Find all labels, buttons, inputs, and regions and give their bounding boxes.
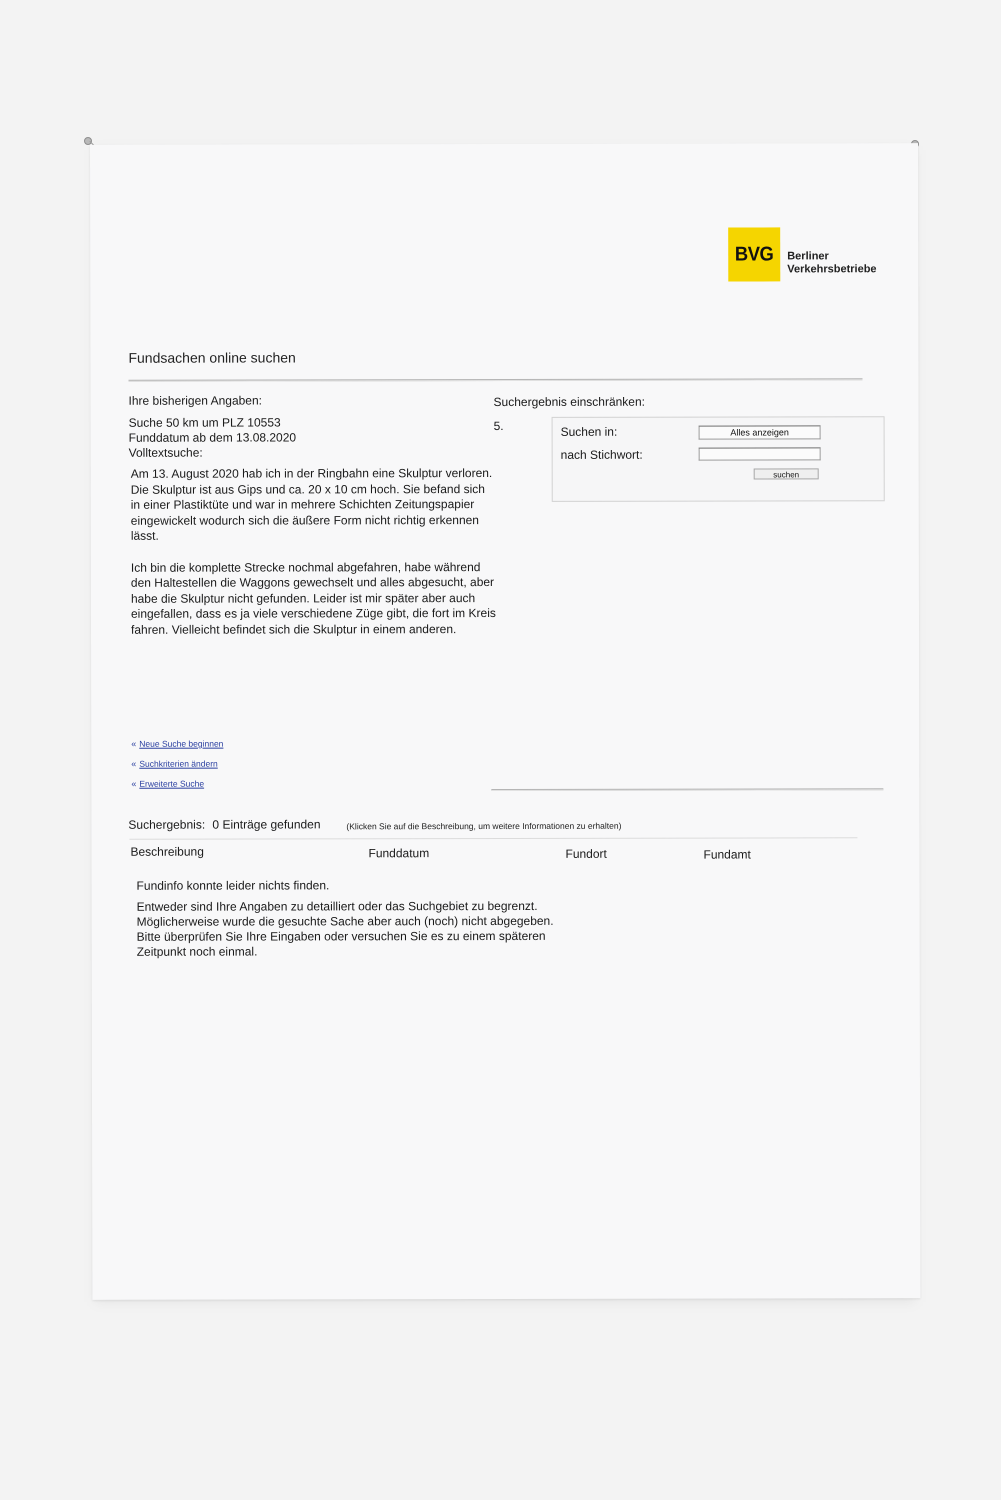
keyword-label: nach Stichwort: bbox=[560, 447, 643, 462]
column-header-location[interactable]: Fundort bbox=[565, 846, 607, 861]
empty-results-line: Möglicherweise wurde die gesuchte Sache aber auch (noch) nicht abgegeben. bbox=[136, 913, 554, 929]
advanced-search-link-label[interactable]: Erweiterte Suche bbox=[139, 778, 205, 789]
results-header-divider bbox=[129, 837, 857, 840]
step-number: 5. bbox=[493, 419, 504, 434]
empty-results-line: Zeitpunkt noch einmal. bbox=[136, 944, 258, 959]
column-header-office[interactable]: Fundamt bbox=[703, 847, 751, 862]
double-chevron-left-icon: « bbox=[131, 778, 137, 789]
logo-line-2: Verkehrsbetriebe bbox=[787, 263, 877, 276]
new-search-link-label[interactable]: Neue Suche beginnen bbox=[139, 738, 224, 749]
title-divider bbox=[128, 378, 862, 382]
column-header-description[interactable]: Beschreibung bbox=[130, 844, 204, 859]
fulltext-query bbox=[131, 466, 496, 654]
empty-results-line: Entweder sind Ihre Angaben zu detailliert oder das Suchgebiet zu begrenzt. bbox=[136, 898, 538, 914]
search-in-select[interactable]: Alles anzeigen bbox=[699, 425, 821, 439]
summary-radius: Suche 50 km um PLZ 10553 bbox=[128, 415, 281, 430]
empty-results-message bbox=[137, 899, 577, 960]
bvg-logo-wordmark bbox=[787, 250, 876, 276]
summary-fulltext-label: Volltextsuche: bbox=[128, 445, 203, 460]
empty-results-title: Fundinfo konnte leider nichts finden. bbox=[136, 878, 330, 893]
bvg-logo-mark: BVG bbox=[734, 242, 774, 266]
results-divider bbox=[491, 788, 883, 791]
results-label: Suchergebnis: bbox=[128, 817, 206, 832]
summary-date: Funddatum ab dem 13.08.2020 bbox=[128, 430, 297, 445]
bvg-logo bbox=[728, 227, 780, 281]
fulltext-paragraph: Ich bin die komplette Strecke nochmal abgefahren, habe während den Haltestellen die Waggons gewechselt und alles abgesucht, aber habe die Skulptur nicht gefunden. Leider ist mir später aber auch eingefallen, dass es ja viele verschiedene Züge gibt, die fort im Kreis fahren. Vielleicht befindet sich die Skulptur in einem anderen. bbox=[130, 559, 496, 637]
previous-input-summary bbox=[129, 415, 297, 460]
results-hint: (Klicken Sie auf die Beschreibung, um weitere Informationen zu erhalten) bbox=[346, 820, 622, 832]
keyword-input[interactable] bbox=[699, 447, 821, 460]
empty-results-line: Bitte überprüfen Sie Ihre Eingaben oder versuchen Sie es zu einem späteren bbox=[136, 928, 546, 944]
double-chevron-left-icon: « bbox=[131, 758, 137, 769]
fulltext-paragraph: Am 13. August 2020 hab ich in der Ringbahn eine Skulptur verloren. Die Skulptur ist aus Gips und ca. 20 x 10 cm hoch. Sie befand sich in einer Plastiktüte und war in mehrere Schichten Zeitungspapier eingewickelt wodurch sich die äußere Form nicht richtig erkennen lässt. bbox=[130, 466, 493, 543]
search-in-label: Suchen in: bbox=[560, 424, 618, 439]
previous-input-heading: Ihre bisherigen Angaben: bbox=[128, 393, 262, 408]
column-header-date[interactable]: Funddatum bbox=[368, 846, 430, 861]
advanced-search-link[interactable] bbox=[131, 779, 204, 789]
change-criteria-link[interactable] bbox=[131, 759, 217, 769]
printed-page bbox=[90, 143, 920, 1300]
restrict-results-heading: Suchergebnis einschränken: bbox=[493, 394, 645, 410]
double-chevron-left-icon: « bbox=[131, 738, 137, 749]
search-button[interactable]: suchen bbox=[754, 468, 819, 479]
page-title: Fundsachen online suchen bbox=[128, 349, 296, 366]
new-search-link[interactable] bbox=[131, 739, 223, 749]
results-count: 0 Einträge gefunden bbox=[212, 817, 321, 832]
change-criteria-link-label[interactable]: Suchkriterien ändern bbox=[139, 758, 218, 769]
logo-line-1: Berliner bbox=[787, 250, 829, 263]
